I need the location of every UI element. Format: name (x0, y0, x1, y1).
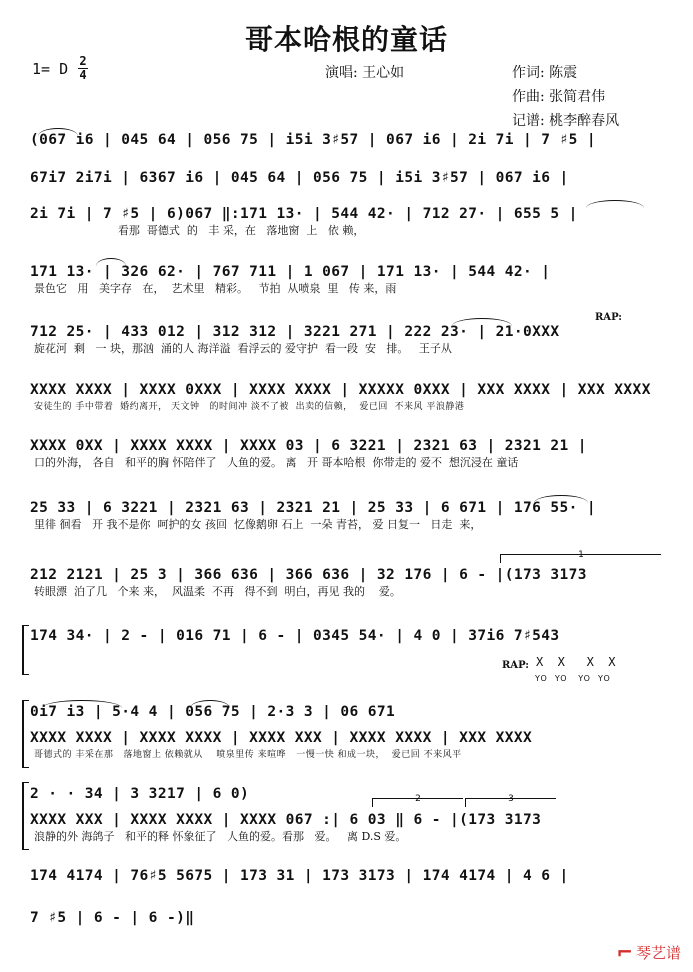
lyrics: 景色它 用 美字存 在， 艺术里 精彩。 节拍 从喷泉 里 传 来，雨 (34, 282, 397, 295)
score-line-10 (30, 626, 666, 646)
melody: XXXX XXXX | XXXX XXXX | XXXX XXX | XXXX XXXX | XXX XXXX (30, 730, 533, 746)
rap-label: RAP: (595, 312, 622, 323)
system-brace (22, 700, 29, 768)
score-line-3 (30, 204, 666, 238)
watermark-logo (616, 940, 681, 964)
lyrics: 旋花河 剩 一 块，那汹 涌的人 海洋溢 看浮云的 爱守护 看一段 安 排。 王子从 (34, 342, 452, 355)
volta-1: 1 (500, 554, 661, 563)
rap-syllables: YO YO YO YO (535, 674, 611, 683)
system-brace (22, 782, 29, 850)
volta-3: 3 (465, 798, 556, 807)
score-line-5 (30, 322, 666, 356)
melody: 67i7 2i7i | 6367 i6 | 045 64 | 056 75 | i5i 3♯57 | 067 i6 | (30, 170, 569, 186)
melody: 25 33 | 6 3221 | 2321 63 | 2321 21 | 25 33 | 6 671 | 176 55· | (30, 500, 597, 516)
lyrics: 里徘 徊看 开 我不是你 呵护的女 孩回 忆像鹅卵 石上 一朵 青苔， 爱 日复一 日走 来， (34, 518, 482, 531)
system-brace (22, 625, 29, 675)
melody: 7 ♯5 | 6 - | 6 -)‖ (30, 910, 195, 926)
lyrics: 哥德式的 丰采在那 落地窗上 依赖就从 喷泉里传 来喧哗 一慢一快 和成一块， 爱已回 不来风平 (34, 750, 462, 760)
slur (534, 495, 588, 503)
score-line-14 (30, 810, 666, 844)
volta-2: 2 (372, 798, 463, 807)
rap-marks: X X X X (536, 655, 616, 669)
melody: XXXX 0XX | XXXX XXXX | XXXX 03 | 6 3221 | 2321 63 | 2321 21 | (30, 438, 587, 454)
melody: 2i 7i | 7 ♯5 | 6)067 ‖:171 13· | 544 42· | 712 27· | 655 5 | (30, 206, 578, 222)
score-line-7 (30, 436, 666, 470)
score-line-12 (30, 728, 666, 762)
melody: (067 i6 | 045 64 | 056 75 | i5i 3♯57 | 067 i6 | 2i 7i | 7 ♯5 | (30, 132, 597, 148)
melody: XXXX XXXX | XXXX 0XXX | XXXX XXXX | XXXXX 0XXX | XXX XXXX | XXX XXXX (30, 382, 651, 398)
rap-label-2: RAP: (502, 660, 529, 671)
time-signature (78, 56, 88, 81)
melody: 2 · · 34 | 3 3217 | 6 0) (30, 786, 250, 802)
score-line-2 (30, 168, 666, 188)
score-line-4 (30, 262, 666, 296)
score-line-15 (30, 866, 666, 886)
lyrics: 转眼漂 泊了几 个来 来， 风温柔 不再 得不到 明白，再见 我的 爱。 (34, 585, 401, 598)
singer-credit: 演唱: 王心如 (325, 65, 405, 81)
logo-text: 琴艺谱 (635, 943, 681, 962)
score-line-6 (30, 380, 666, 414)
song-title: 哥本哈根的童话 (244, 23, 448, 56)
meter-top: 2 (79, 54, 87, 68)
lyrics: 安徒生的 手中带着 婚约离开， 天文钟 的时间冲 淡不了被 出卖的信赖， 爱已回 不来风 平浪静港 (34, 402, 465, 412)
melody: 712 25· | 433 012 | 312 312 | 3221 271 | 222 23· | 21·0XXX (30, 324, 560, 340)
lyrics: 口的外海， 各自 和平的胸 怀陪伴了 人鱼的爱。 离 开 哥本哈根 你带走的 爱不 想沉浸在 童话 (34, 456, 519, 469)
logo-mark-icon: ⌐ (616, 940, 633, 964)
lyrics: 浪静的外 海鸽子 和平的释 怀象征了 人鱼的爱。看那 爱。 离 D.S 爱。 (34, 830, 407, 843)
lyricist-credit: 作词: 陈震 (512, 65, 578, 81)
score-line-9 (30, 565, 666, 599)
slur (452, 318, 512, 326)
score-line-8 (30, 498, 666, 532)
melody: XXXX XXX | XXXX XXXX | XXXX 067 :| 6 03 ‖ 6 - |(173 3173 (30, 812, 542, 828)
melody: 171 13· | 326 62· | 767 711 | 1 067 | 171 13· | 544 42· | (30, 264, 551, 280)
meter-bottom: 4 (79, 68, 87, 82)
key-signature: 1= D (32, 60, 69, 78)
score-line-11 (30, 702, 666, 722)
score-line-13 (30, 784, 666, 804)
score-line-1 (30, 130, 666, 150)
melody: 212 2121 | 25 3 | 366 636 | 366 636 | 32 176 | 6 - |(173 3173 (30, 567, 587, 583)
composer-credit: 作曲: 张简君伟 (512, 89, 606, 105)
transcriber-credit: 记谱: 桃李醉春风 (512, 113, 620, 129)
slur (586, 200, 644, 208)
score-line-16 (30, 908, 666, 928)
melody: 174 34· | 2 - | 016 71 | 6 - | 0345 54· | 4 0 | 37i6 7♯543 (30, 628, 560, 644)
slur (96, 258, 126, 266)
lyrics: 看那 哥德式 的 丰 采，在 落地窗 上 依 赖， (34, 224, 365, 237)
melody: 174 4174 | 76♯5 5675 | 173 31 | 173 3173 | 174 4174 | 4 6 | (30, 868, 569, 884)
melody: 0i7 i3 | 5·4 4 | 056 75 | 2·3 3 | 06 671 (30, 704, 396, 720)
